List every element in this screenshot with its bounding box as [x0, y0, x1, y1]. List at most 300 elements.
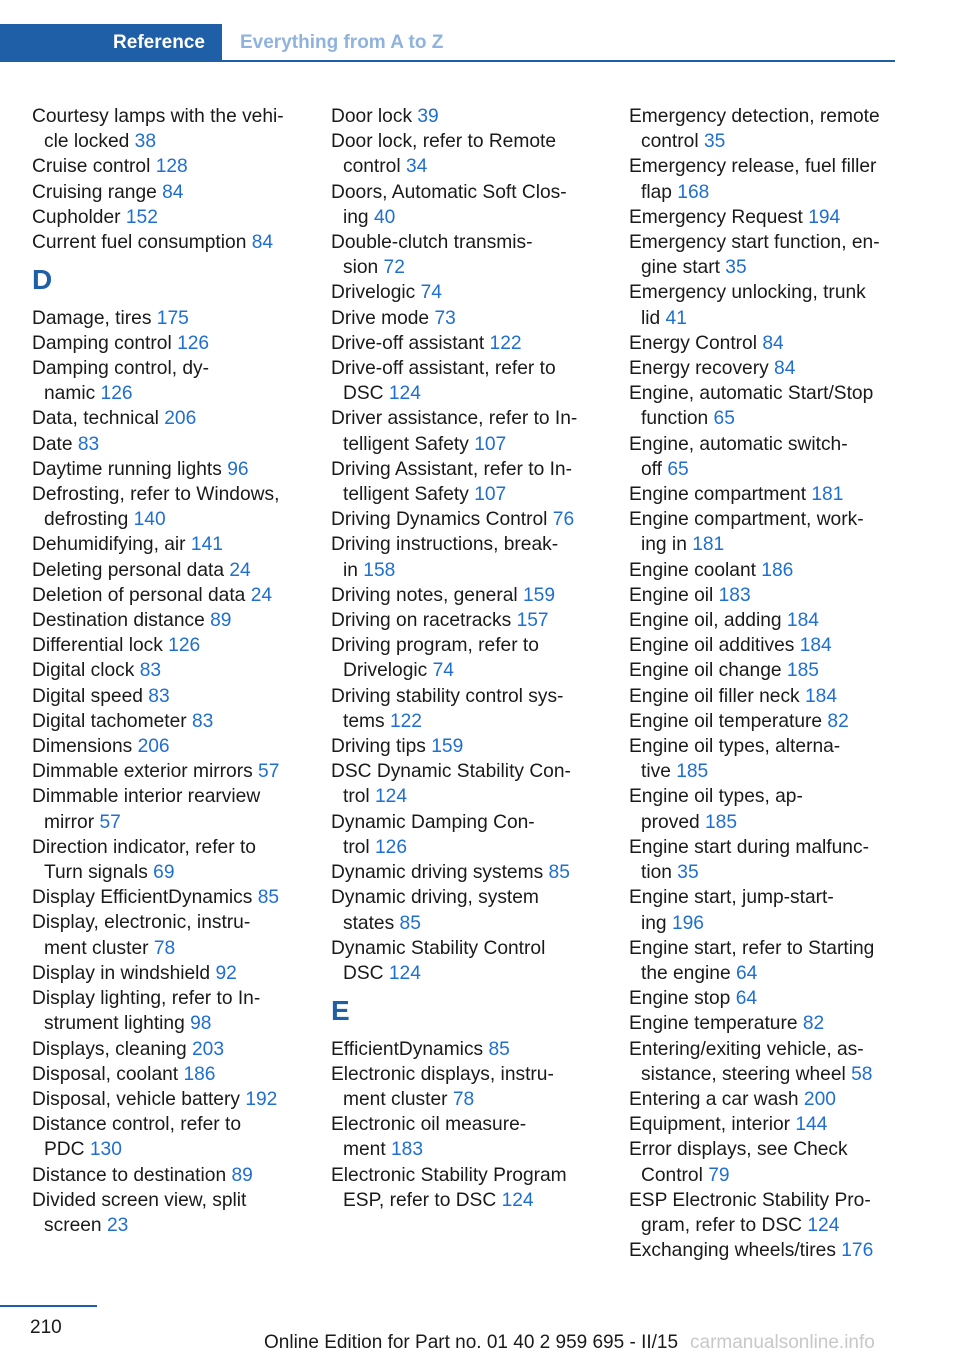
- index-entry: [32, 230, 312, 255]
- page-reference-link[interactable]: 78: [452, 1088, 475, 1110]
- page-reference-link[interactable]: 24: [250, 584, 273, 606]
- page-reference-link[interactable]: 185: [786, 660, 819, 682]
- index-entry-text: Date: [32, 433, 73, 455]
- page-header: [0, 24, 895, 62]
- index-entry: [331, 1112, 611, 1162]
- watermark: carmanualsonline.info: [690, 1332, 875, 1353]
- index-entry-text: mirror: [44, 811, 95, 833]
- index-entry-text: Displays, cleaning: [32, 1038, 187, 1060]
- index-entry-text: Engine oil types, alterna-: [629, 736, 841, 758]
- index-entry: [331, 230, 611, 280]
- page-reference-link[interactable]: 124: [807, 1214, 840, 1236]
- page-reference-link[interactable]: 158: [363, 559, 396, 581]
- index-entry: [629, 986, 899, 1011]
- page-reference-link[interactable]: 57: [258, 761, 280, 783]
- page-reference-link[interactable]: 186: [761, 559, 794, 581]
- index-entry: [32, 1188, 312, 1238]
- index-entry: [331, 759, 611, 809]
- index-entry-text: Dimmable interior rearview: [32, 786, 261, 808]
- page-reference-link[interactable]: 23: [106, 1214, 129, 1236]
- index-entry-text: Engine start, refer to Starting: [629, 937, 875, 959]
- page-reference-link[interactable]: 74: [420, 282, 442, 304]
- index-entry: [331, 457, 611, 507]
- index-entry-text: in: [343, 559, 358, 581]
- index-entry: [32, 658, 312, 683]
- page-reference-link[interactable]: 124: [388, 962, 421, 984]
- page-reference-link[interactable]: 76: [552, 509, 575, 531]
- index-entry-text: Display in windshield: [32, 962, 211, 984]
- index-entry-text: tems: [343, 710, 385, 732]
- page-reference-link[interactable]: 84: [762, 332, 784, 354]
- index-entry-text: ment cluster: [44, 937, 149, 959]
- index-entry-text: Driving Assistant, refer to In-: [331, 458, 572, 480]
- index-entry-text: Exchanging wheels/tires: [629, 1240, 836, 1262]
- page-reference-link[interactable]: 58: [851, 1063, 873, 1085]
- index-entry-text: Dynamic Damping Con-: [331, 811, 535, 833]
- index-entry: [331, 633, 611, 683]
- index-entry: [32, 684, 312, 709]
- index-entry-text: Destination distance: [32, 610, 205, 632]
- index-entry-text: Dimmable exterior mirrors: [32, 761, 253, 783]
- index-entry-text: Dehumidifying, air: [32, 534, 186, 556]
- page-reference-link[interactable]: 126: [168, 635, 201, 657]
- page-reference-link[interactable]: 185: [705, 811, 738, 833]
- index-entry-text: Display EfficientDynamics: [32, 887, 253, 909]
- index-entry-text: Entering/exiting vehicle, as-: [629, 1038, 864, 1060]
- page-reference-link[interactable]: 176: [841, 1240, 874, 1262]
- index-entry-text: Digital speed: [32, 685, 143, 707]
- index-entry-text: Entering a car wash: [629, 1088, 799, 1110]
- page-reference-link[interactable]: 73: [434, 307, 456, 329]
- index-entry-text: Engine compartment: [629, 484, 807, 506]
- index-entry-text: defrosting: [44, 509, 129, 531]
- index-entry: [331, 1037, 611, 1062]
- index-entry-text: Error displays, see Check: [629, 1139, 848, 1161]
- index-entry: [629, 356, 899, 381]
- index-entry-text: Display lighting, refer to In-: [32, 988, 261, 1010]
- index-entry: [629, 1011, 899, 1036]
- index-entry-text: DSC: [343, 962, 384, 984]
- index-entry-text: Electronic oil measure-: [331, 1114, 527, 1136]
- page-reference-link[interactable]: 83: [191, 710, 214, 732]
- page-reference-link[interactable]: 122: [489, 332, 522, 354]
- page-reference-link[interactable]: 84: [251, 232, 274, 254]
- page-reference-link[interactable]: 83: [77, 433, 100, 455]
- page-reference-link[interactable]: 65: [713, 408, 735, 430]
- index-entry: [629, 230, 899, 280]
- page-reference-link[interactable]: 89: [231, 1164, 253, 1186]
- page-reference-link[interactable]: 40: [373, 206, 396, 228]
- index-entry-text: Engine coolant: [629, 559, 756, 581]
- index-entry: [331, 810, 611, 860]
- index-entry: [331, 734, 611, 759]
- index-entry: [629, 381, 899, 431]
- index-entry: [331, 608, 611, 633]
- index-entry: [331, 129, 611, 179]
- index-entry: [32, 633, 312, 658]
- index-entry-text: Disposal, coolant: [32, 1063, 179, 1085]
- index-entry: [331, 936, 611, 986]
- index-entry: [629, 1238, 899, 1263]
- index-entry-text: Display, electronic, instru-: [32, 912, 251, 934]
- index-entry-text: Differential lock: [32, 635, 163, 657]
- index-entry: [32, 432, 312, 457]
- page-reference-link[interactable]: 184: [799, 635, 832, 657]
- index-entry-text: tive: [641, 761, 671, 783]
- index-entry: [32, 457, 312, 482]
- index-entry: [331, 583, 611, 608]
- index-entry-text: Engine oil temperature: [629, 710, 823, 732]
- page-reference-link[interactable]: 196: [671, 912, 704, 934]
- index-entry-text: Current fuel consumption: [32, 232, 247, 254]
- index-entry: [331, 507, 611, 532]
- index-entry-text: Driving on racetracks: [331, 610, 512, 632]
- index-entry: [629, 507, 899, 557]
- index-entry-text: Emergency unlocking, trunk: [629, 282, 866, 304]
- index-column-2: [331, 104, 611, 1213]
- page-reference-link[interactable]: 159: [431, 736, 464, 758]
- page-reference-link[interactable]: 168: [677, 181, 710, 203]
- page-reference-link[interactable]: 83: [139, 660, 162, 682]
- index-entry-text: Emergency start function, en-: [629, 232, 880, 254]
- index-entry-text: sion: [343, 257, 379, 279]
- page-reference-link[interactable]: 64: [735, 988, 758, 1010]
- page-reference-link[interactable]: 124: [375, 786, 408, 808]
- index-entry: [32, 1087, 312, 1112]
- page-reference-link[interactable]: 200: [803, 1088, 836, 1110]
- index-entry-text: gine start: [641, 257, 720, 279]
- index-entry-text: Deletion of personal data: [32, 584, 246, 606]
- index-entry-text: Emergency release, fuel filler: [629, 156, 877, 178]
- page-reference-link[interactable]: 186: [183, 1063, 216, 1085]
- index-entry-text: Engine oil types, ap-: [629, 786, 803, 808]
- index-entry-text: ment cluster: [343, 1088, 448, 1110]
- page-reference-link[interactable]: 141: [190, 534, 223, 556]
- section-tab[interactable]: [0, 24, 222, 62]
- index-entry-text: Driver assistance, refer to In-: [331, 408, 578, 430]
- index-entry: [629, 734, 899, 784]
- index-entry-text: telligent Safety: [343, 433, 469, 455]
- page-reference-link[interactable]: 72: [383, 257, 405, 279]
- index-entry-text: Damping control, dy-: [32, 358, 210, 380]
- page-reference-link[interactable]: 126: [375, 836, 408, 858]
- index-entry-text: Driving instructions, break-: [331, 534, 559, 556]
- index-entry: [629, 885, 899, 935]
- page-reference-link[interactable]: 206: [137, 736, 170, 758]
- index-entry: [629, 205, 899, 230]
- page-reference-link[interactable]: 89: [210, 610, 232, 632]
- index-entry-text: Defrosting, refer to Windows,: [32, 484, 280, 506]
- page-reference-link[interactable]: 126: [177, 332, 210, 354]
- page-reference-link[interactable]: 69: [153, 862, 175, 884]
- index-entry-text: DSC Dynamic Stability Con-: [331, 761, 571, 783]
- index-entry-text: flap: [641, 181, 672, 203]
- index-entry: [32, 583, 312, 608]
- page-reference-link[interactable]: 185: [676, 761, 709, 783]
- index-entry-text: ment: [343, 1139, 386, 1161]
- index-entry: [629, 583, 899, 608]
- page-reference-link[interactable]: 74: [432, 660, 454, 682]
- index-entry-text: Emergency Request: [629, 206, 803, 228]
- index-entry: [629, 331, 899, 356]
- index-entry-text: Drive-off assistant: [331, 332, 485, 354]
- index-entry-text: Disposal, vehicle battery: [32, 1088, 240, 1110]
- index-entry-text: Distance to destination: [32, 1164, 227, 1186]
- index-entry: [331, 104, 611, 129]
- index-column-1: [32, 104, 312, 1238]
- index-entry: [32, 356, 312, 406]
- index-entry-text: Equipment, interior: [629, 1114, 791, 1136]
- page-reference-link[interactable]: 24: [229, 559, 251, 581]
- index-entry-text: Drive mode: [331, 307, 430, 329]
- index-entry-text: gram, refer to DSC: [641, 1214, 803, 1236]
- index-entry-text: namic: [44, 383, 96, 405]
- index-entry-text: Engine oil filler neck: [629, 685, 800, 707]
- index-entry-text: telligent Safety: [343, 484, 469, 506]
- page-reference-link[interactable]: 124: [501, 1189, 534, 1211]
- page-reference-link[interactable]: 64: [735, 962, 758, 984]
- index-entry-text: tion: [641, 862, 672, 884]
- index-entry: [331, 356, 611, 406]
- index-entry-text: Electronic Stability Program: [331, 1164, 567, 1186]
- index-entry: [331, 306, 611, 331]
- index-entry-text: states: [343, 912, 395, 934]
- index-entry-text: Engine, automatic switch-: [629, 433, 848, 455]
- page-reference-link[interactable]: 57: [99, 811, 121, 833]
- index-entry-text: Damage, tires: [32, 307, 152, 329]
- index-entry-text: Engine oil: [629, 584, 714, 606]
- index-entry-text: control: [343, 156, 401, 178]
- index-entry-text: off: [641, 458, 662, 480]
- page-reference-link[interactable]: 183: [391, 1139, 424, 1161]
- page-reference-link[interactable]: 122: [389, 710, 422, 732]
- index-entry: [32, 759, 312, 784]
- page-reference-link[interactable]: 85: [488, 1038, 510, 1060]
- page-reference-link[interactable]: 107: [474, 484, 507, 506]
- index-entry: [32, 608, 312, 633]
- index-entry-text: Doors, Automatic Soft Clos-: [331, 181, 567, 203]
- index-column-3: [629, 104, 899, 1263]
- page-reference-link[interactable]: 126: [100, 383, 133, 405]
- page-reference-link[interactable]: 92: [215, 962, 237, 984]
- page-reference-link[interactable]: 34: [405, 156, 428, 178]
- index-entry: [32, 961, 312, 986]
- index-entry: [32, 835, 312, 885]
- index-entry-text: Drivelogic: [343, 660, 428, 682]
- page-reference-link[interactable]: 107: [474, 433, 507, 455]
- page-reference-link[interactable]: 84: [162, 181, 184, 203]
- index-entry: [629, 784, 899, 834]
- page-reference-link[interactable]: 85: [548, 862, 570, 884]
- index-entry-text: proved: [641, 811, 700, 833]
- page-reference-link[interactable]: 65: [667, 458, 689, 480]
- index-entry: [629, 936, 899, 986]
- page-number: 210: [30, 1317, 62, 1338]
- index-entry-text: Driving program, refer to: [331, 635, 539, 657]
- index-entry: [32, 532, 312, 557]
- index-entry: [629, 154, 899, 204]
- page-reference-link[interactable]: 78: [153, 937, 176, 959]
- subsection-title: Everything from A to Z: [240, 32, 444, 53]
- header-divider: [0, 60, 895, 62]
- index-entry-text: trol: [343, 786, 370, 808]
- index-entry-text: Emergency detection, remote: [629, 106, 880, 127]
- index-entry: [629, 1087, 899, 1112]
- index-entry-text: Double-clutch transmis-: [331, 232, 533, 254]
- index-entry-text: Electronic displays, instru-: [331, 1063, 554, 1085]
- index-entry: [32, 1112, 312, 1162]
- index-entry-text: DSC: [343, 383, 384, 405]
- index-entry-text: Engine temperature: [629, 1013, 798, 1035]
- index-entry-text: Direction indicator, refer to: [32, 836, 256, 858]
- index-entry-text: Dynamic driving, system: [331, 887, 539, 909]
- section-tab-label: Reference: [113, 32, 205, 53]
- index-entry-text: strument lighting: [44, 1013, 185, 1035]
- index-entry: [32, 406, 312, 431]
- page-reference-link[interactable]: 98: [190, 1013, 212, 1035]
- index-entry-text: Courtesy lamps with the vehi-: [32, 106, 284, 127]
- index-entry-text: Energy Control: [629, 332, 757, 354]
- index-entry-text: Deleting personal data: [32, 559, 225, 581]
- page-reference-link[interactable]: 83: [148, 685, 170, 707]
- index-entry: [32, 180, 312, 205]
- page-reference-link[interactable]: 128: [155, 156, 188, 178]
- index-entry-text: Damping control: [32, 332, 172, 354]
- index-entry-text: Cruising range: [32, 181, 157, 203]
- index-entry-text: Dimensions: [32, 736, 133, 758]
- index-entry-text: ing: [641, 912, 667, 934]
- page-reference-link[interactable]: 38: [134, 131, 157, 153]
- page-reference-link[interactable]: 82: [802, 1013, 825, 1035]
- index-letter-heading: D: [32, 264, 53, 296]
- index-entry-text: Cruise control: [32, 156, 151, 178]
- index-entry-text: Driving stability control sys-: [331, 685, 564, 707]
- index-entry: [331, 331, 611, 356]
- page-reference-link[interactable]: 84: [774, 358, 796, 380]
- page-reference-link[interactable]: 35: [703, 131, 726, 153]
- page-reference-link[interactable]: 184: [805, 685, 838, 707]
- index-entry: [629, 658, 899, 683]
- page-reference-link[interactable]: 39: [417, 106, 439, 127]
- page-reference-link[interactable]: 206: [164, 408, 197, 430]
- index-entry-text: Engine, automatic Start/Stop: [629, 383, 874, 405]
- page-reference-link[interactable]: 85: [399, 912, 421, 934]
- index-entry: [629, 1112, 899, 1137]
- index-entry-text: Data, technical: [32, 408, 159, 430]
- index-entry-text: Daytime running lights: [32, 458, 222, 480]
- index-entry-text: the engine: [641, 962, 731, 984]
- page-reference-link[interactable]: 41: [665, 307, 687, 329]
- page-reference-link[interactable]: 85: [257, 887, 280, 909]
- index-entry: [32, 784, 312, 834]
- index-entry-text: Engine start during malfunc-: [629, 836, 869, 858]
- index-entry: [629, 1188, 899, 1238]
- index-entry-text: Distance control, refer to: [32, 1114, 242, 1136]
- page-reference-link[interactable]: 192: [245, 1088, 278, 1110]
- page-reference-link[interactable]: 96: [227, 458, 249, 480]
- index-entry-text: Engine oil, adding: [629, 610, 782, 632]
- page-reference-link[interactable]: 130: [89, 1139, 122, 1161]
- index-entry: [629, 280, 899, 330]
- index-entry: [629, 608, 899, 633]
- index-entry: [331, 532, 611, 582]
- index-entry-text: PDC: [44, 1139, 85, 1161]
- index-entry: [331, 406, 611, 456]
- index-entry-text: sistance, steering wheel: [641, 1063, 846, 1085]
- index-entry: [629, 835, 899, 885]
- page-reference-link[interactable]: 152: [125, 206, 158, 228]
- index-entry-text: lid: [641, 307, 661, 329]
- index-entry: [629, 633, 899, 658]
- page-reference-link[interactable]: 203: [192, 1038, 225, 1060]
- index-entry-text: screen: [44, 1214, 102, 1236]
- index-entry-text: Digital tachometer: [32, 710, 187, 732]
- index-entry-text: Digital clock: [32, 660, 135, 682]
- index-entry-text: Cupholder: [32, 206, 121, 228]
- index-entry: [331, 684, 611, 734]
- index-entry: [331, 860, 611, 885]
- page-reference-link[interactable]: 144: [795, 1114, 828, 1136]
- index-entry-text: Energy recovery: [629, 358, 769, 380]
- page-reference-link[interactable]: 181: [692, 534, 725, 556]
- page-reference-link[interactable]: 140: [133, 509, 166, 531]
- index-entry-text: Engine compartment, work-: [629, 509, 864, 531]
- index-entry: [32, 104, 312, 154]
- index-entry: [32, 1163, 312, 1188]
- page-reference-link[interactable]: 35: [725, 257, 747, 279]
- index-entry-text: Engine oil change: [629, 660, 782, 682]
- page-reference-link[interactable]: 194: [808, 206, 841, 228]
- page-reference-link[interactable]: 181: [811, 484, 844, 506]
- index-entry-text: cle locked: [44, 131, 130, 153]
- index-entry: [32, 709, 312, 734]
- index-entry: [629, 709, 899, 734]
- page-reference-link[interactable]: 157: [516, 610, 549, 632]
- index-entry: [331, 1062, 611, 1112]
- index-entry: [629, 104, 899, 154]
- index-entry: [331, 280, 611, 305]
- index-letter-heading: E: [331, 995, 350, 1027]
- page-reference-link[interactable]: 124: [388, 383, 421, 405]
- index-entry: [32, 1062, 312, 1087]
- index-entry: [331, 180, 611, 230]
- index-entry-text: Door lock: [331, 106, 413, 127]
- index-entry: [331, 1163, 611, 1213]
- index-entry: [32, 885, 312, 910]
- page-reference-link[interactable]: 184: [786, 610, 819, 632]
- index-entry: [32, 154, 312, 179]
- index-entry: [32, 910, 312, 960]
- index-entry: [32, 482, 312, 532]
- page-reference-link[interactable]: 82: [827, 710, 849, 732]
- index-entry-text: EfficientDynamics: [331, 1038, 484, 1060]
- page-reference-link[interactable]: 183: [718, 584, 751, 606]
- index-entry: [32, 205, 312, 230]
- index-entry-text: ing in: [641, 534, 687, 556]
- edition-note: Online Edition for Part no. 01 40 2 959 695 - II/15: [264, 1332, 679, 1353]
- page-reference-link[interactable]: 175: [156, 307, 189, 329]
- index-entry: [629, 482, 899, 507]
- index-entry: [32, 1037, 312, 1062]
- index-entry: [32, 306, 312, 331]
- index-entry-text: Divided screen view, split: [32, 1189, 247, 1211]
- index-entry-text: Dynamic Stability Control: [331, 937, 546, 959]
- page-reference-link[interactable]: 79: [708, 1164, 730, 1186]
- index-entry: [629, 1137, 899, 1187]
- index-entry-text: Engine oil additives: [629, 635, 795, 657]
- page-reference-link[interactable]: 159: [523, 584, 556, 606]
- page-reference-link[interactable]: 35: [677, 862, 699, 884]
